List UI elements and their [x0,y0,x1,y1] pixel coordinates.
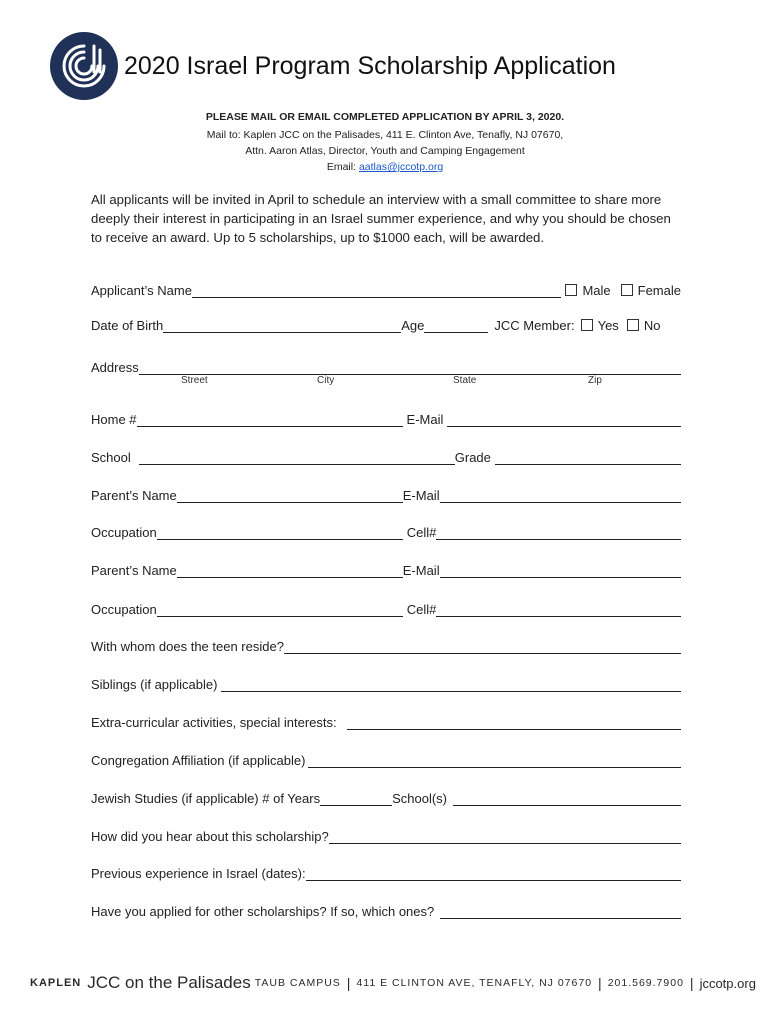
israel-field[interactable] [306,866,681,881]
extracurricular-row [91,710,681,730]
mail-address: Mail to: Kaplen JCC on the Palisades, 411 E. Clinton Ave, Tenafly, NJ 07670, [206,129,564,141]
jcc-no-checkbox[interactable] [627,319,639,331]
school-row [91,445,681,465]
address-label: Address [91,360,139,375]
city-caption: City [317,375,335,386]
home-phone-label: Home # [91,412,137,427]
dob-label: Date of Birth [91,318,164,333]
congregation-field[interactable] [308,753,681,768]
reside-field[interactable] [284,639,681,654]
applicant-name-field[interactable] [192,283,562,298]
home-row [91,407,681,427]
parent1-occupation-label: Occupation [91,525,157,540]
deadline-note: PLEASE MAIL OR EMAIL COMPLETED APPLICATION BY APRIL 3, 2020. [205,111,565,123]
footer-jcc-name: JCC on the Palisades [87,973,251,992]
age-label: Age [401,318,425,333]
parent2-name-label: Parent’s Name [91,563,177,578]
email-line [0,161,770,173]
jewish-studies-row [91,786,681,806]
grade-field[interactable] [495,450,681,465]
schools-label: School(s) [392,791,447,806]
applicant-name-row [91,278,681,298]
street-caption: Street [181,375,208,386]
female-checkbox[interactable] [621,284,633,296]
hear-row [91,824,681,844]
parent1-name-field[interactable] [177,488,403,503]
footer-website[interactable]: jccotp.org [699,975,756,991]
hear-field[interactable] [329,829,681,844]
page-title: 2020 Israel Program Scholarship Application [124,52,616,80]
parent1-email-label: E-Mail [402,488,440,503]
school-field[interactable] [139,450,455,465]
parent2-occupation-label: Occupation [91,602,157,617]
congregation-row [91,748,681,768]
other-scholarships-row [91,899,681,919]
parent1-name-label: Parent’s Name [91,488,177,503]
extracurricular-field[interactable] [347,715,681,730]
female-label: Female [637,283,681,298]
parent2-email-field[interactable] [440,563,681,578]
email-label: Email: [326,161,357,173]
parent2-row [91,558,681,578]
dob-row [91,313,681,333]
israel-label: Previous experience in Israel (dates): [91,866,306,881]
israel-row [91,861,681,881]
parent1-occupation-field[interactable] [157,525,403,540]
parent2-occupation-row [91,597,681,617]
parent2-occupation-field[interactable] [157,602,403,617]
parent1-cell-label: Cell# [406,525,437,540]
years-field[interactable] [320,791,392,806]
footer-separator: | [689,975,694,991]
jcc-yes-checkbox[interactable] [581,319,593,331]
parent1-cell-field[interactable] [436,525,681,540]
footer-separator: | [346,975,351,991]
email-link[interactable]: aatlas@jccotp.org [358,161,444,173]
parent1-occupation-row [91,520,681,540]
age-field[interactable] [424,318,488,333]
other-scholarships-field[interactable] [440,904,681,919]
parent2-cell-field[interactable] [436,602,681,617]
parent2-email-label: E-Mail [402,563,440,578]
footer-address: 411 E CLINTON AVE, TENAFLY, NJ 07670 [356,977,593,989]
home-phone-field[interactable] [137,412,403,427]
reside-label: With whom does the teen reside? [91,639,284,654]
siblings-label: Siblings (if applicable) [91,677,218,692]
parent2-name-field[interactable] [177,563,403,578]
address-row [91,355,681,375]
jewish-studies-label: Jewish Studies (if applicable) # of Years [91,791,321,806]
attention-line: Attn. Aaron Atlas, Director, Youth and Camping Engagement [245,145,525,157]
male-checkbox[interactable] [565,284,577,296]
reside-row [91,634,681,654]
parent1-email-field[interactable] [440,488,681,503]
dob-field[interactable] [163,318,401,333]
other-scholarships-label: Have you applied for other scholarships? If so, which ones? [91,904,435,919]
jcc-yes-label: Yes [597,318,619,333]
footer [30,970,756,996]
intro-paragraph: All applicants will be invited in April to schedule an interview with a small committee to share more deeply their interest in participating in an Israel summer experience, and why you should be chosen to receive an award. Up to 5 scholarships, up to $1000 each, will be awarded. [91,192,671,245]
footer-phone: 201.569.7900 [607,977,684,989]
email-label-1: E-Mail [406,412,444,427]
siblings-field[interactable] [221,677,681,692]
zip-caption: Zip [588,375,602,386]
jcc-member-label: JCC Member: [494,318,575,333]
school-label: School [91,450,131,465]
footer-separator: | [598,975,602,991]
jcc-no-label: No [643,318,661,333]
grade-label: Grade [454,450,491,465]
siblings-row [91,672,681,692]
footer-kaplen: KAPLEN [30,977,82,989]
footer-campus: TAUB CAMPUS [254,977,341,989]
schools-field[interactable] [453,791,681,806]
parent1-row [91,483,681,503]
email-field-1[interactable] [447,412,681,427]
hear-label: How did you hear about this scholarship? [91,829,329,844]
address-field[interactable] [139,360,681,375]
congregation-label: Congregation Affiliation (if applicable) [91,753,306,768]
parent2-cell-label: Cell# [406,602,437,617]
state-caption: State [453,375,477,386]
applicant-name-label: Applicant’s Name [91,283,192,298]
extracurricular-label: Extra-curricular activities, special interests: [91,715,337,730]
jcc-logo-icon [50,32,118,100]
male-label: Male [582,283,611,298]
